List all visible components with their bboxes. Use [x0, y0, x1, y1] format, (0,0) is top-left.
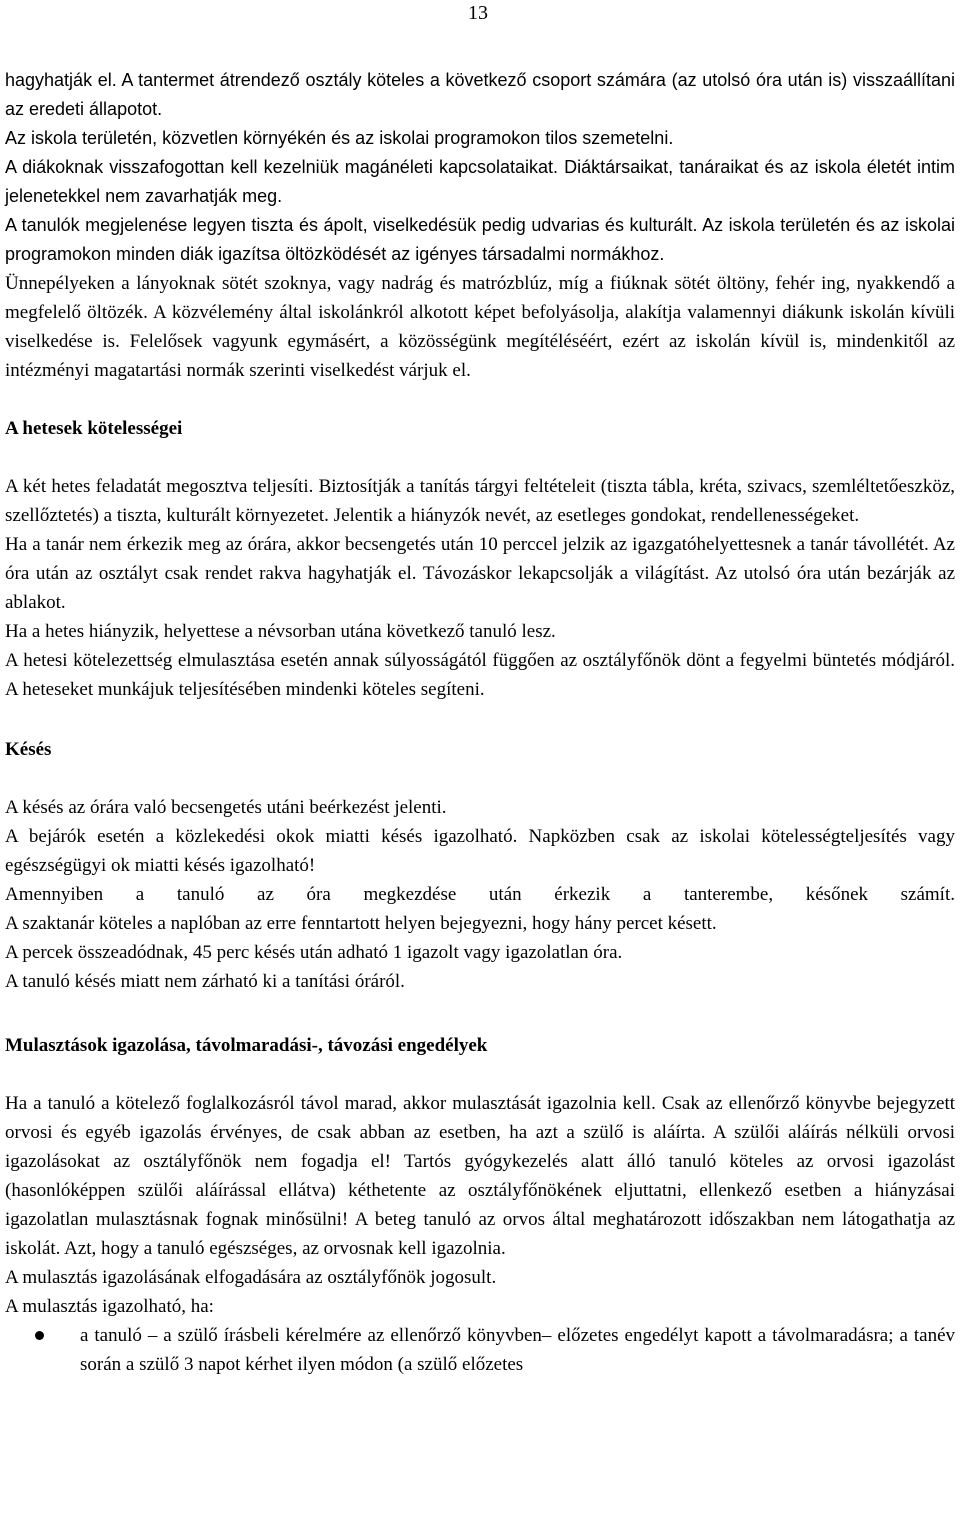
paragraph: A mulasztás igazolásának elfogadására az osztályfőnök jogosult.	[5, 1267, 497, 1288]
section-heading-keses: Késés	[5, 739, 52, 760]
paragraph: A tanulók megjelenése legyen tiszta és ápolt, viselkedésük pedig udvarias és kulturált. Az iskola területén és az iskolai programokon minden diák igazítsa öltözködését az igényes társadalmi normákhoz.	[5, 215, 955, 264]
paragraph: A hetesi kötelezettség elmulasztása esetén annak súlyosságától függően az osztályfőnök dönt a fegyelmi büntetés módjáról. A heteseket munkájuk teljesítésében mindenki köteles segíteni.	[5, 650, 955, 700]
paragraph: A szaktanár köteles a naplóban az erre fenntartott helyen bejegyezni, hogy hány percet késett.	[5, 913, 717, 934]
hetesek-section	[5, 472, 955, 704]
bullet-list	[5, 1321, 955, 1379]
page-number: 13	[468, 2, 488, 24]
document-body	[5, 66, 955, 1379]
paragraph: A percek összeadódnak, 45 perc késés után adható 1 igazolt vagy igazolatlan óra.	[5, 942, 623, 963]
paragraph: A két hetes feladatát megosztva teljesíti. Biztosítják a tanítás tárgyi feltételeit (tiszta tábla, kréta, szivacs, szemléltetőeszköz, szellőztetés) a tiszta, kulturált környezetet. Jelentik a hiányzók nevét, az esetleges gondokat, rendellenességeket.	[5, 476, 955, 526]
paragraph: Az iskola területén, közvetlen környékén és az iskolai programokon tilos szemetelni.	[5, 128, 674, 148]
paragraph: Ha a tanuló a kötelező foglalkozásról távol marad, akkor mulasztását igazolnia kell. Csak az ellenőrző könyvbe bejegyzett orvosi és egyéb igazolás érvényes, de csak abban az esetben, ha azt a szülő is aláírta. A szülői aláírás nélküli orvosi igazolásokat az osztályfőnök nem fogadja el! Tartós gyógykezelés alatt álló tanuló köteles az orvosi igazolást (hasonlóképpen szülői aláírással ellátva) kéthetente az osztályfőnökének eljuttatni, ellenkező esetben a hiányzásai igazolatlan mulasztásnak fognak minősülni! A beteg tanuló az orvos által meghatározott időszakban nem látogathatja az iskolát. Azt, hogy a tanuló egészséges, az orvosnak kell igazolnia.	[5, 1093, 955, 1259]
paragraph: A diákoknak visszafogottan kell kezelniük magánéleti kapcsolataikat. Diáktársaikat, tanáraikat és az iskola életét intim jelenetekkel nem zavarhatják meg.	[5, 157, 955, 206]
paragraph: A tanuló késés miatt nem zárható ki a tanítási óráról.	[5, 971, 405, 992]
list-item	[5, 1321, 955, 1379]
bullet-icon	[35, 1331, 44, 1340]
paragraph: Ha a tanár nem érkezik meg az órára, akkor becsengetés után 10 perccel jelzik az igazgatóhelyettesnek a tanár távollétét. Az óra után az osztályt csak rendet rakva hagyhatják el. Távozáskor lekapcsolják a világítást. Az utolsó óra után bezárják az ablakot.	[5, 534, 955, 613]
paragraph: A mulasztás igazolható, ha:	[5, 1296, 214, 1317]
list-item-text: a tanuló – a szülő írásbeli kérelmére az ellenőrző könyvben– előzetes engedélyt kapott a távolmaradásra; a tanév során a szülő 3 napot kérhet ilyen módon (a szülő előzetes	[80, 1325, 955, 1375]
paragraph: Ha a hetes hiányzik, helyettese a névsorban utána következő tanuló lesz.	[5, 621, 556, 642]
paragraph: Amennyiben a tanuló az óra megkezdése után érkezik a tanterembe, későnek számít.	[5, 884, 955, 905]
mulasztasok-section	[5, 1089, 955, 1379]
paragraph: hagyhatják el. A tantermet átrendező osztály köteles a következő csoport számára (az utolsó óra után is) visszaállítani az eredeti állapotot.	[5, 70, 955, 119]
paragraph: A késés az órára való becsengetés utáni beérkezést jelenti.	[5, 797, 447, 818]
keses-section	[5, 793, 955, 996]
section-heading-hetesek: A hetesek kötelességei	[5, 418, 183, 439]
section-heading-mulasztasok: Mulasztások igazolása, távolmaradási-, távozási engedélyek	[5, 1035, 488, 1056]
paragraph: A bejárók esetén a közlekedési okok miatti késés igazolható. Napközben csak az iskolai kötelességteljesítés vagy egészségügyi ok miatti késés igazolható!	[5, 826, 955, 876]
paragraph: Ünnepélyeken a lányoknak sötét szoknya, vagy nadrág és matrózblúz, míg a fiúknak sötét öltöny, fehér ing, nyakkendő a megfelelő öltözék. A közvélemény által iskolánkról alkotott képet befolyásolja, alakítja valamennyi diákunk iskolán kívüli viselkedése is. Felelősek vagyunk egymásért, a közösségünk megítéléséért, ezért az iskolán kívül is, mindenkitől az intézményi magatartási normák szerinti viselkedést várjuk el.	[5, 273, 955, 381]
conduct-rules-section	[5, 66, 955, 385]
